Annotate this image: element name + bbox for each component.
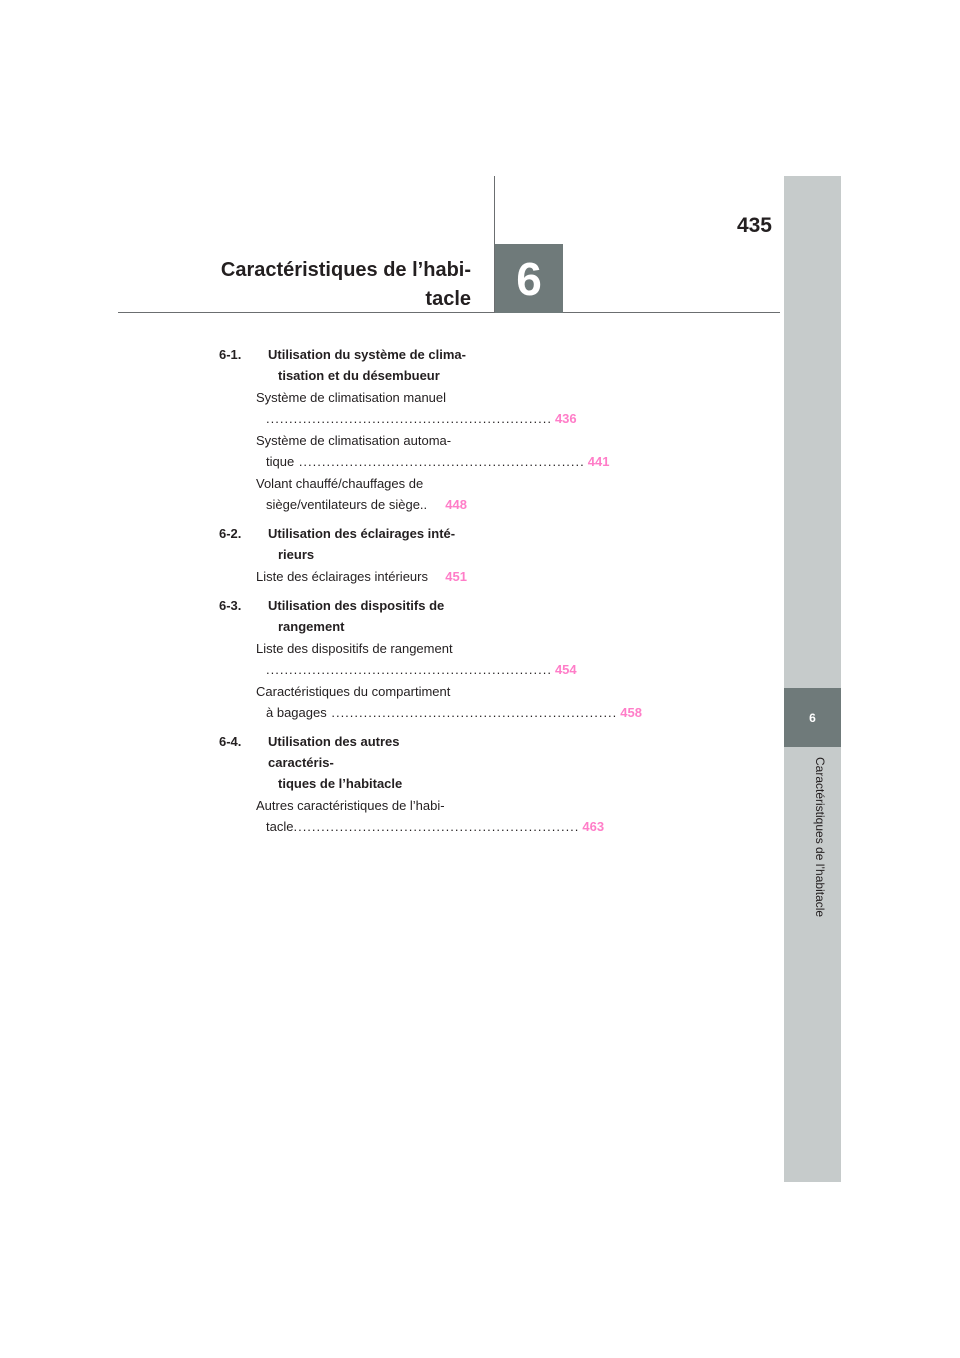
entry-title: Autres caractéristiques de l’habi- — [256, 798, 445, 813]
page-link[interactable]: 441 — [587, 454, 610, 469]
page-link[interactable]: 454 — [554, 662, 577, 677]
dot-leader: .............................................................. — [266, 662, 552, 677]
table-of-contents — [219, 344, 642, 845]
section-number: 6-3. — [219, 598, 242, 613]
page-link[interactable]: 436 — [554, 411, 577, 426]
entry-leader — [256, 659, 577, 680]
toc-entry[interactable] — [219, 795, 605, 837]
side-tab-active[interactable] — [784, 688, 841, 747]
toc-entry[interactable] — [219, 638, 577, 680]
section-heading[interactable] — [219, 523, 467, 565]
toc-entry[interactable] — [219, 430, 610, 472]
toc-section-6-3 — [219, 595, 642, 723]
entry-title-cont: siège/ventilateurs de siège.. — [266, 497, 428, 512]
dot-leader: .............................................................. — [293, 819, 580, 834]
entry-leader — [256, 451, 610, 472]
toc-entry[interactable] — [219, 387, 577, 429]
entry-title: Volant chauffé/chauffages de — [256, 476, 424, 491]
entry-title: Liste des éclairages intérieurs — [256, 569, 428, 584]
section-heading[interactable] — [219, 344, 467, 386]
page-link[interactable]: 451 — [445, 569, 467, 584]
section-title-line2: tisation et du désembueur — [278, 368, 440, 383]
side-tab-label: Caractéristiques de l’habitacle — [813, 757, 827, 918]
section-title-line2: tiques de l’habitacle — [278, 776, 403, 791]
side-tab-number: 6 — [809, 710, 816, 725]
dot-leader: .............................................................. — [294, 454, 585, 469]
toc-entry[interactable] — [219, 473, 467, 515]
dot-leader: .............................................................. — [326, 705, 618, 720]
chapter-number: 6 — [516, 252, 542, 305]
section-heading[interactable] — [219, 595, 467, 637]
dot-leader — [428, 566, 442, 587]
entry-leader — [256, 566, 467, 587]
page-link[interactable]: 458 — [620, 705, 642, 720]
page-number: 435 — [736, 214, 772, 237]
section-number: 6-1. — [219, 347, 242, 362]
entry-leader — [256, 702, 642, 723]
section-number: 6-4. — [219, 734, 242, 749]
dot-leader — [427, 494, 442, 515]
chapter-title-line2: tacle — [425, 288, 471, 310]
toc-entry[interactable] — [219, 566, 467, 587]
entry-leader — [256, 494, 467, 515]
section-title-line1: Utilisation des dispositifs de — [268, 598, 445, 613]
section-number: 6-2. — [219, 526, 242, 541]
entry-title: Caractéristiques du compartiment — [256, 684, 451, 699]
dot-leader: .............................................................. — [266, 411, 552, 426]
page-link[interactable]: 463 — [582, 819, 605, 834]
section-heading[interactable] — [219, 731, 467, 794]
chapter-title — [221, 256, 471, 314]
toc-section-6-1 — [219, 344, 610, 515]
entry-title-cont: tacle — [266, 819, 294, 834]
section-title-line1: Utilisation des autres caractéris- — [268, 734, 400, 770]
entry-leader — [256, 816, 605, 837]
entry-title-cont: tique — [266, 454, 295, 469]
section-title-line2: rieurs — [278, 547, 315, 562]
entry-leader — [256, 408, 577, 429]
toc-entry[interactable] — [219, 681, 642, 723]
entry-title: Système de climatisation manuel — [256, 390, 447, 405]
chapter-title-line1: Caractéristiques de l’habi- — [220, 259, 471, 281]
toc-section-6-2 — [219, 523, 467, 587]
entry-title: Liste des dispositifs de rangement — [256, 641, 453, 656]
section-title-line1: Utilisation du système de clima- — [268, 347, 466, 362]
toc-section-6-4 — [219, 731, 605, 837]
chapter-number-box — [495, 244, 563, 313]
side-tab-bar — [784, 176, 841, 1182]
entry-title: Système de climatisation automa- — [256, 433, 452, 448]
entry-title-cont: à bagages — [266, 705, 327, 720]
section-title-line1: Utilisation des éclairages inté- — [268, 526, 456, 541]
page-link[interactable]: 448 — [445, 497, 467, 512]
section-title-line2: rangement — [278, 619, 345, 634]
